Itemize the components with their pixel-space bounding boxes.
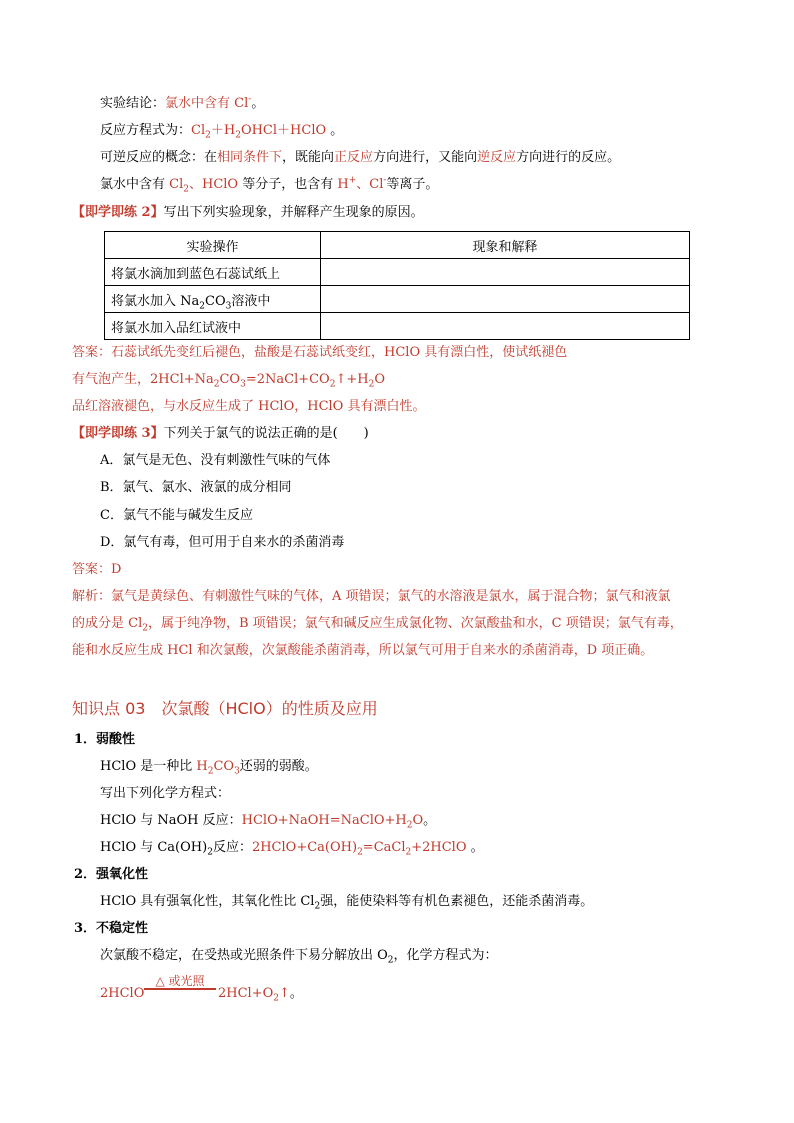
heading-instability: 3．不稳定性	[74, 921, 149, 936]
table-row	[105, 259, 690, 286]
experiment-table	[104, 231, 690, 340]
heading-strong-oxidation: 2．强氧化性	[74, 867, 149, 882]
naoh-reaction-line: HClO 与 NaOH 反应：$HClO+NaOH=NaClO+H_2O$。	[100, 813, 437, 831]
equation-line: 反应方程式为：$Cl_2+H_2OHCl+HClO$ 。	[100, 123, 344, 141]
equation-left: 2HClO	[100, 986, 145, 1001]
reaction-condition-text: △ 或光照	[155, 974, 205, 988]
table-cell-operation: 将氯水加入品红试液中	[105, 313, 321, 340]
conclusion-line: 实验结论：氯水中含有 Cl-。	[100, 94, 265, 111]
write-equations-prompt: 写出下列化学方程式：	[100, 786, 231, 801]
reversible-reaction-line: 可逆反应的概念：在相同条件下，既能向正反应方向进行，又能向逆反应方向进行的反应。	[100, 150, 621, 165]
exercise-3-explanation-3: 能和水反应生成 HCl 和次氯酸，次氯酸能杀菌消毒，所以氯气可用于自来水的杀菌消毒，D 项正确。	[72, 643, 654, 658]
exercise-2-answer-3: 品红溶液褪色，与水反应生成了 HClO，HClO 具有漂白性。	[72, 399, 426, 414]
chlorine-water-composition-line: 氯水中含有 $Cl_2$、HClO 等分子，也含有 H+、Cl-等离子。	[100, 175, 439, 195]
caoh2-reaction-line: HClO 与 $Ca(OH)_2$反应：$2HClO+Ca(OH)_2=CaCl_2+2HClO$ 。	[100, 840, 484, 858]
reaction-condition	[144, 974, 216, 990]
table-header-explanation: 现象和解释	[321, 232, 690, 259]
table-cell-operation: 将氯水加入 $Na_2CO_3$溶液中	[105, 286, 321, 313]
exercise-2-question: 【即学即练 2】写出下列实验现象，并解释产生现象的原因。	[72, 205, 424, 220]
table-cell-operation: 将氯水滴加到蓝色石蕊试纸上	[105, 259, 321, 286]
instability-line: 次氯酸不稳定，在受热或光照条件下易分解放出 $O_2$，化学方程式为：	[100, 948, 498, 966]
table-cell-explanation	[321, 259, 690, 286]
exercise-2-answer-2: 有气泡产生，$2HCl+Na_2CO_3=2NaCl+CO_2↑+H_2O$	[72, 372, 385, 390]
section-title: 知识点 03 次氯酸（HClO）的性质及应用	[72, 699, 378, 718]
option-d: D．氯气有毒，但可用于自来水的杀菌消毒	[100, 535, 345, 550]
oxidation-line: HClO 具有强氧化性，其氧化性比 $Cl_2$强，能使染料等有机色素褪色，还能杀菌消毒。	[100, 894, 594, 912]
exercise-3-explanation-1: 解析：氯气是黄绿色、有刺激性气味的气体，A 项错误；氯气的水溶液是氯水，属于混合物；氯气和液氯	[72, 589, 671, 604]
table-header-row	[105, 232, 690, 259]
option-b: B．氯气、氯水、液氯的成分相同	[100, 480, 292, 495]
table-row	[105, 286, 690, 313]
heading-weak-acidity: 1．弱酸性	[74, 732, 136, 747]
table-cell-explanation	[321, 286, 690, 313]
exercise-2-answer-1: 答案：石蕊试纸先变红后褪色，盐酸是石蕊试纸变红，HClO 具有漂白性，使试纸褪色	[72, 345, 568, 360]
exercise-3-answer: 答案：D	[72, 562, 122, 577]
table-header-operation: 实验操作	[105, 232, 321, 259]
table-cell-explanation	[321, 313, 690, 340]
equation-right: $2HCl+O_2↑$。	[218, 986, 303, 1004]
option-c: C．氯气不能与碱发生反应	[100, 508, 253, 523]
option-a: A．氯气是无色、没有刺激性气味的气体	[100, 453, 331, 468]
reaction-arrow-bar	[144, 988, 216, 990]
table-row	[105, 313, 690, 340]
exercise-3-explanation-2: 的成分是 $Cl_2$，属于纯净物，B 项错误；氯气和碱反应生成氯化物、次氯酸盐和水，C 项错误；氯气有毒，	[72, 616, 683, 634]
exercise-3-question: 【即学即练 3】下列关于氯气的说法正确的是( )	[72, 426, 369, 441]
weak-acid-line: HClO 是一种比 $H_2CO_3$还弱的弱酸。	[100, 759, 318, 777]
